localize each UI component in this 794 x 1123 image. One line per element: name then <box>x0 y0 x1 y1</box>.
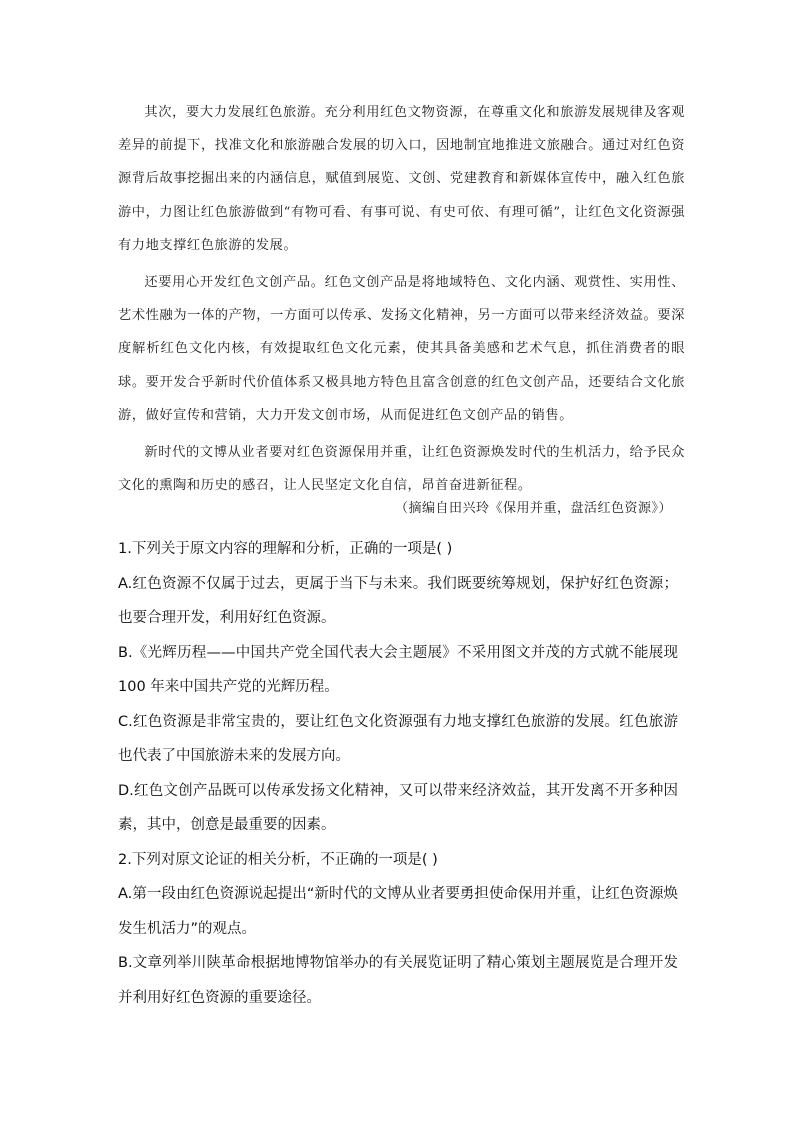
question-option: A.第一段由红色资源说起提出“新时代的文博从业者要勇担使命保用并重，让红色资源焕发生机活力”的观点。 <box>118 886 678 937</box>
question-option: B.《光辉历程——中国共产党全国代表大会主题展》不采用图文并茂的方式就不能展现 100 年来中国共产党的光辉历程。 <box>118 644 678 695</box>
question-stem: 2.下列对原文论证的相关分析，不正确的一项是( ) <box>118 851 438 868</box>
question-stem: 1.下列关于原文内容的理解和分析，正确的一项是( ) <box>118 541 453 557</box>
question-option: D.红色文创产品既可以传承发扬文化精神，又可以带来经济效益，其开发离不开多种因素，其中，创意是最重要的因素。 <box>118 782 678 833</box>
passage-paragraph: 新时代的文博从业者要对红色资源保用并重，让红色资源焕发时代的生机活力，给予民众文化的熏陶和历史的感召，让人民坚定文化自信，昂首奋进新征程。 <box>118 445 685 494</box>
passage-source: （摘编自田兴玲《保用并重，盘活红色资源》） <box>394 501 672 516</box>
reading-passage <box>118 96 685 506</box>
question-option: B.文章列举川陕革命根据地博物馆举办的有关展览证明了精心策划主题展览是合理开发并利用好红色资源的重要途径。 <box>118 955 678 1006</box>
passage-paragraph: 其次，要大力发展红色旅游。充分利用红色文物资源，在尊重文化和旅游发展规律及客观差异的前提下，找准文化和旅游融合发展的切入口，因地制宜地推进文旅融合。通过对红色资源背后故事挖掘出来的内涵信息，赋值到展览、文创、党建教育和新媒体宣传中，融入红色旅游中，力图让红色旅游做到“有物可看、有事可说、有史可依、有理可循”，让红色文化资源强有力地支撑红色旅游的发展。 <box>118 105 685 253</box>
question-list <box>118 532 678 1015</box>
question-option: A.红色资源不仅属于过去，更属于当下与未来。我们既要统筹规划，保护好红色资源；也要合理开发，利用好红色资源。 <box>118 575 678 626</box>
passage-paragraph: 还要用心开发红色文创产品。红色文创产品是将地域特色、文化内涵、观赏性、实用性、艺术性融为一体的产物，一方面可以传承、发扬文化精神，另一方面可以带来经济效益。要深度解析红色文化内核，有效提取红色文化元素，使其具备美感和艺术气息，抓住消费者的眼球。要开发合乎新时代价值体系又极具地方特色且富含创意的红色文创产品，还要结合文化旅游，做好宣传和营销，大力开发文创市场，从而促进红色文创产品的销售。 <box>118 275 685 423</box>
question-option: C.红色资源是非常宝贵的，要让红色文化资源强有力地支撑红色旅游的发展。红色旅游也代表了中国旅游未来的发展方向。 <box>118 713 678 764</box>
